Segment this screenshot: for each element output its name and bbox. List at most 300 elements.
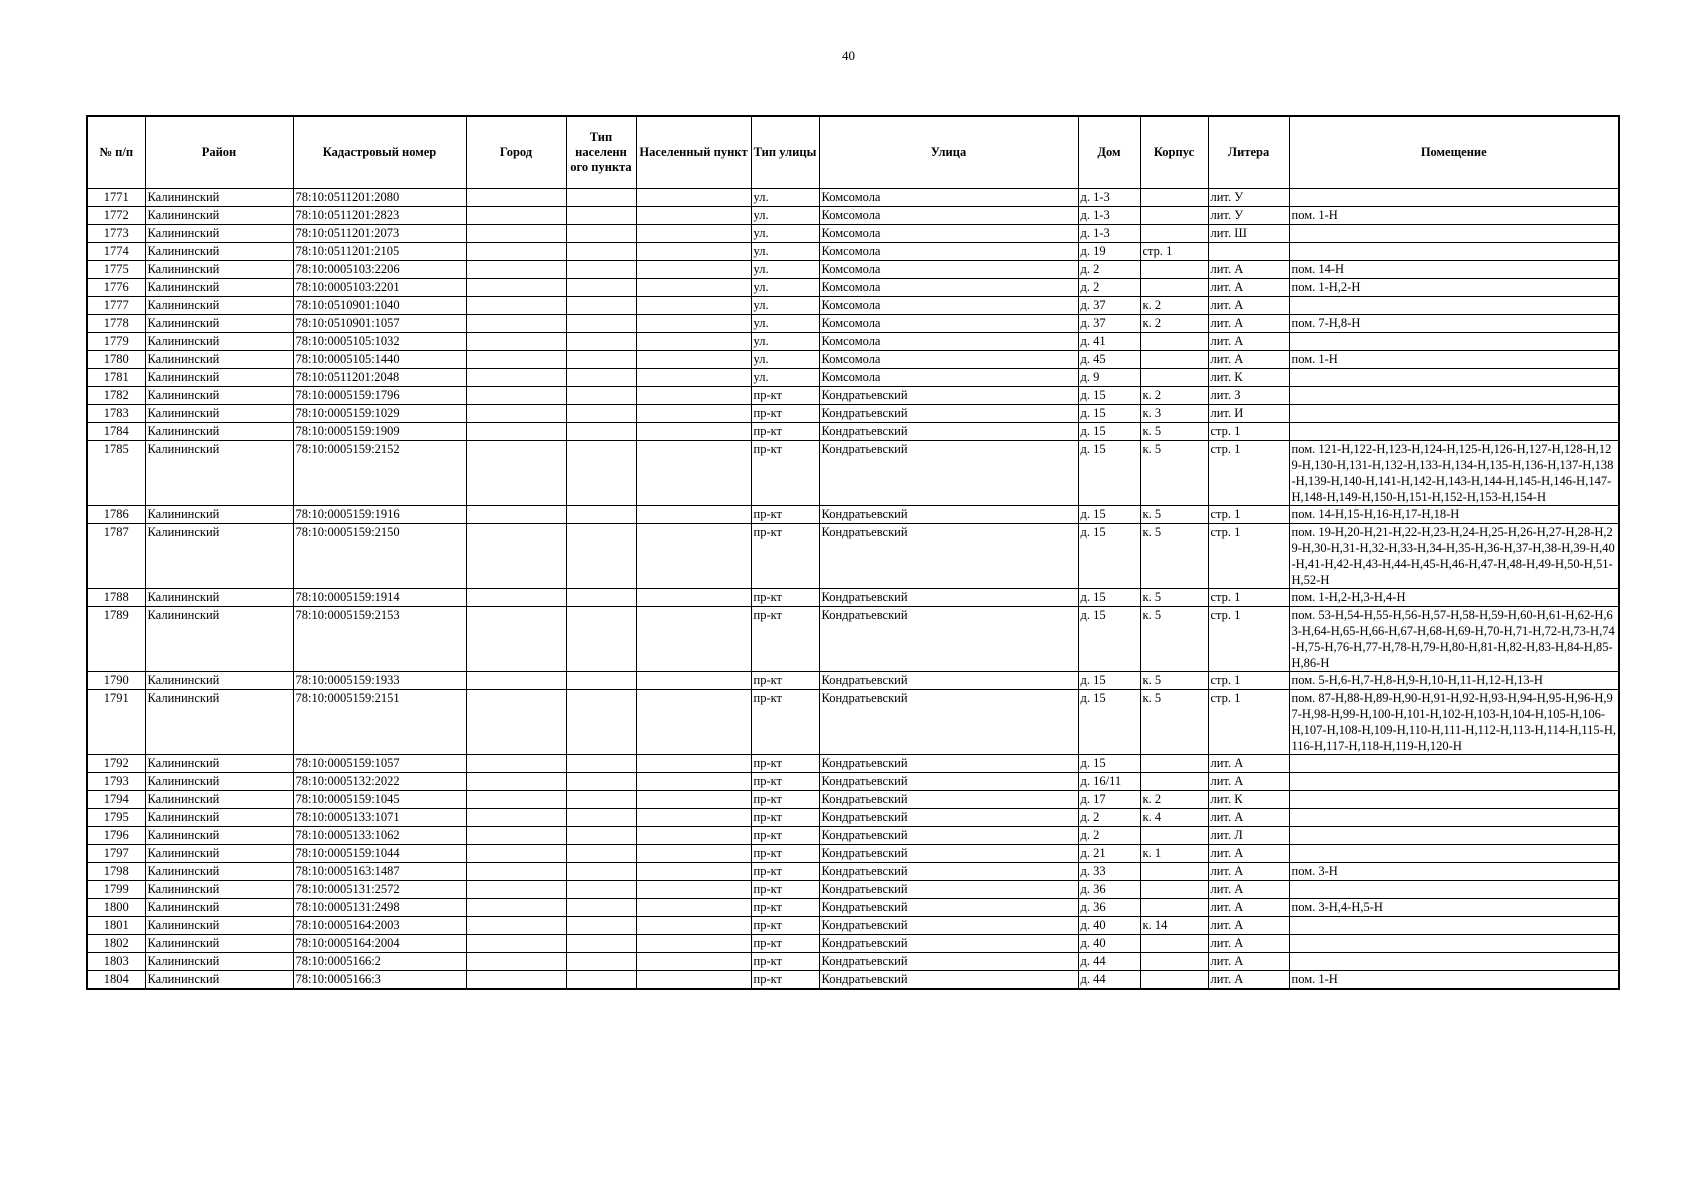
cell-building: к. 5 xyxy=(1140,607,1208,672)
cell-city xyxy=(466,971,566,990)
cell-street-type: пр-кт xyxy=(751,441,819,506)
cell-street-type: ул. xyxy=(751,189,819,207)
cell-letter: стр. 1 xyxy=(1208,441,1289,506)
cell-district: Калининский xyxy=(145,953,293,971)
cell-letter: лит. И xyxy=(1208,405,1289,423)
cell-street-type: пр-кт xyxy=(751,791,819,809)
table-row xyxy=(87,243,1619,261)
cell-house: д. 1-3 xyxy=(1078,207,1140,225)
cell-premises xyxy=(1289,387,1619,405)
cell-cadastral-number: 78:10:0005105:1032 xyxy=(293,333,466,351)
cell-street-type: пр-кт xyxy=(751,917,819,935)
cell-settlement-type xyxy=(566,315,636,333)
cell-house: д. 1-3 xyxy=(1078,225,1140,243)
cell-cadastral-number: 78:10:0005159:1933 xyxy=(293,672,466,690)
cell-district: Калининский xyxy=(145,607,293,672)
cell-street: Комсомола xyxy=(819,189,1078,207)
cell-cadastral-number: 78:10:0005163:1487 xyxy=(293,863,466,881)
cell-city xyxy=(466,506,566,524)
cell-house: д. 15 xyxy=(1078,405,1140,423)
cell-number: 1773 xyxy=(87,225,145,243)
cell-street-type: пр-кт xyxy=(751,773,819,791)
cell-building xyxy=(1140,935,1208,953)
table-row xyxy=(87,387,1619,405)
cell-city xyxy=(466,935,566,953)
cell-street: Комсомола xyxy=(819,351,1078,369)
cell-house: д. 1-3 xyxy=(1078,189,1140,207)
cell-district: Калининский xyxy=(145,827,293,845)
cell-street: Кондратьевский xyxy=(819,690,1078,755)
cell-street-type: пр-кт xyxy=(751,971,819,990)
cell-letter: лит. А xyxy=(1208,917,1289,935)
cell-number: 1791 xyxy=(87,690,145,755)
cell-street: Комсомола xyxy=(819,261,1078,279)
cell-number: 1787 xyxy=(87,524,145,589)
header-number: № п/п xyxy=(87,116,145,189)
cell-building xyxy=(1140,755,1208,773)
cell-settlement-type xyxy=(566,243,636,261)
cell-street-type: пр-кт xyxy=(751,524,819,589)
cell-street: Комсомола xyxy=(819,279,1078,297)
cell-street-type: пр-кт xyxy=(751,607,819,672)
cell-letter: лит. А xyxy=(1208,953,1289,971)
cell-street: Комсомола xyxy=(819,297,1078,315)
cell-street-type: пр-кт xyxy=(751,953,819,971)
cell-building: к. 2 xyxy=(1140,315,1208,333)
cell-district: Калининский xyxy=(145,791,293,809)
cell-street-type: ул. xyxy=(751,243,819,261)
cell-street: Комсомола xyxy=(819,243,1078,261)
cell-street: Кондратьевский xyxy=(819,405,1078,423)
cell-letter: лит. К xyxy=(1208,369,1289,387)
cell-street-type: ул. xyxy=(751,369,819,387)
cell-street-type: пр-кт xyxy=(751,755,819,773)
table-row xyxy=(87,333,1619,351)
cell-number: 1784 xyxy=(87,423,145,441)
cell-street: Кондратьевский xyxy=(819,755,1078,773)
cell-street: Комсомола xyxy=(819,315,1078,333)
cell-house: д. 17 xyxy=(1078,791,1140,809)
cell-district: Калининский xyxy=(145,899,293,917)
header-street: Улица xyxy=(819,116,1078,189)
cell-cadastral-number: 78:10:0511201:2073 xyxy=(293,225,466,243)
cell-cadastral-number: 78:10:0005159:2151 xyxy=(293,690,466,755)
cell-settlement-type xyxy=(566,672,636,690)
cell-district: Калининский xyxy=(145,225,293,243)
cell-district: Калининский xyxy=(145,207,293,225)
cell-house: д. 40 xyxy=(1078,917,1140,935)
cell-house: д. 37 xyxy=(1078,315,1140,333)
cell-number: 1793 xyxy=(87,773,145,791)
cell-letter: стр. 1 xyxy=(1208,423,1289,441)
cell-street-type: пр-кт xyxy=(751,935,819,953)
cell-city xyxy=(466,369,566,387)
cell-house: д. 19 xyxy=(1078,243,1140,261)
cell-settlement-type xyxy=(566,225,636,243)
cell-district: Калининский xyxy=(145,369,293,387)
cell-letter: лит. Ш xyxy=(1208,225,1289,243)
cell-premises xyxy=(1289,369,1619,387)
cell-premises: пом. 1-Н xyxy=(1289,207,1619,225)
cell-district: Калининский xyxy=(145,863,293,881)
cell-settlement-type xyxy=(566,791,636,809)
cell-settlement xyxy=(636,935,751,953)
cell-letter: стр. 1 xyxy=(1208,506,1289,524)
cell-settlement xyxy=(636,773,751,791)
cell-settlement-type xyxy=(566,881,636,899)
cell-district: Калининский xyxy=(145,333,293,351)
cell-city xyxy=(466,809,566,827)
table-row xyxy=(87,351,1619,369)
cell-street-type: ул. xyxy=(751,225,819,243)
cell-settlement xyxy=(636,953,751,971)
cell-cadastral-number: 78:10:0005159:1045 xyxy=(293,791,466,809)
cell-premises xyxy=(1289,845,1619,863)
cell-district: Калининский xyxy=(145,297,293,315)
cell-house: д. 41 xyxy=(1078,333,1140,351)
cell-cadastral-number: 78:10:0005159:1029 xyxy=(293,405,466,423)
cell-city xyxy=(466,589,566,607)
cell-house: д. 2 xyxy=(1078,809,1140,827)
cell-number: 1771 xyxy=(87,189,145,207)
table-row xyxy=(87,971,1619,990)
cell-cadastral-number: 78:10:0511201:2105 xyxy=(293,243,466,261)
table-row xyxy=(87,423,1619,441)
page-number: 40 xyxy=(842,48,855,63)
cell-settlement-type xyxy=(566,845,636,863)
cell-building xyxy=(1140,189,1208,207)
cell-district: Калининский xyxy=(145,524,293,589)
table-row xyxy=(87,405,1619,423)
cell-number: 1789 xyxy=(87,607,145,672)
header-district: Район xyxy=(145,116,293,189)
cell-premises: пом. 53-Н,54-Н,55-Н,56-Н,57-Н,58-Н,59-Н,60-Н,61-Н,62-Н,63-Н,64-Н,65-Н,66-Н,67-Н,68-Н,69-Н,70-Н,71-Н,72-Н,73-Н,74-Н,75-Н,76-Н,77-Н,78-Н,79-Н,80-Н,81-Н,82-Н,83-Н,84-Н,85-Н,86-Н xyxy=(1289,607,1619,672)
cell-settlement-type xyxy=(566,971,636,990)
cell-city xyxy=(466,279,566,297)
cell-city xyxy=(466,387,566,405)
cell-settlement-type xyxy=(566,773,636,791)
cell-cadastral-number: 78:10:0005166:2 xyxy=(293,953,466,971)
cell-premises xyxy=(1289,189,1619,207)
cell-premises xyxy=(1289,881,1619,899)
cell-premises xyxy=(1289,333,1619,351)
cell-letter: лит. А xyxy=(1208,315,1289,333)
cell-district: Калининский xyxy=(145,935,293,953)
cell-street: Кондратьевский xyxy=(819,827,1078,845)
cell-house: д. 15 xyxy=(1078,672,1140,690)
cell-cadastral-number: 78:10:0005105:1440 xyxy=(293,351,466,369)
cell-number: 1776 xyxy=(87,279,145,297)
cell-letter: лит. А xyxy=(1208,899,1289,917)
cell-city xyxy=(466,917,566,935)
cell-city xyxy=(466,441,566,506)
cell-street: Кондратьевский xyxy=(819,441,1078,506)
cell-letter: лит. А xyxy=(1208,755,1289,773)
cell-city xyxy=(466,423,566,441)
cell-house: д. 37 xyxy=(1078,297,1140,315)
cell-cadastral-number: 78:10:0005164:2003 xyxy=(293,917,466,935)
cell-settlement xyxy=(636,207,751,225)
cell-cadastral-number: 78:10:0005159:1916 xyxy=(293,506,466,524)
header-premises: Помещение xyxy=(1289,116,1619,189)
table-row xyxy=(87,589,1619,607)
cell-settlement xyxy=(636,279,751,297)
cell-house: д. 15 xyxy=(1078,506,1140,524)
cell-cadastral-number: 78:10:0005159:1796 xyxy=(293,387,466,405)
header-building: Корпус xyxy=(1140,116,1208,189)
table-row xyxy=(87,506,1619,524)
cell-settlement-type xyxy=(566,279,636,297)
cell-building: к. 5 xyxy=(1140,441,1208,506)
cell-number: 1781 xyxy=(87,369,145,387)
cell-street-type: ул. xyxy=(751,297,819,315)
cell-street: Кондратьевский xyxy=(819,607,1078,672)
cell-premises xyxy=(1289,773,1619,791)
cell-street-type: пр-кт xyxy=(751,863,819,881)
table-row xyxy=(87,755,1619,773)
cell-cadastral-number: 78:10:0005159:1909 xyxy=(293,423,466,441)
cell-house: д. 15 xyxy=(1078,755,1140,773)
cell-letter: лит. А xyxy=(1208,261,1289,279)
cell-building xyxy=(1140,971,1208,990)
cell-letter: лит. У xyxy=(1208,207,1289,225)
cell-building xyxy=(1140,827,1208,845)
cell-building: к. 1 xyxy=(1140,845,1208,863)
cell-district: Калининский xyxy=(145,809,293,827)
table-row xyxy=(87,672,1619,690)
cell-settlement-type xyxy=(566,953,636,971)
cell-letter: стр. 1 xyxy=(1208,589,1289,607)
cell-house: д. 9 xyxy=(1078,369,1140,387)
cell-building: к. 5 xyxy=(1140,589,1208,607)
cell-street: Кондратьевский xyxy=(819,524,1078,589)
cell-city xyxy=(466,351,566,369)
cell-building xyxy=(1140,207,1208,225)
cell-district: Калининский xyxy=(145,441,293,506)
cell-street: Кондратьевский xyxy=(819,589,1078,607)
cell-street-type: пр-кт xyxy=(751,387,819,405)
cell-premises: пом. 121-Н,122-Н,123-Н,124-Н,125-Н,126-Н,127-Н,128-Н,129-Н,130-Н,131-Н,132-Н,133-Н,134-Н,135-Н,136-Н,137-Н,138-Н,139-Н,140-Н,141-Н,142-Н,143-Н,144-Н,145-Н,146-Н,147-Н,148-Н,149-Н,150-Н,151-Н,152-Н,153-Н,154-Н xyxy=(1289,441,1619,506)
cell-number: 1785 xyxy=(87,441,145,506)
cell-number: 1780 xyxy=(87,351,145,369)
cell-cadastral-number: 78:10:0005132:2022 xyxy=(293,773,466,791)
cell-building xyxy=(1140,279,1208,297)
cell-settlement-type xyxy=(566,207,636,225)
cell-district: Калининский xyxy=(145,971,293,990)
cell-premises xyxy=(1289,423,1619,441)
cell-house: д. 2 xyxy=(1078,827,1140,845)
cell-district: Калининский xyxy=(145,243,293,261)
cell-premises: пом. 3-Н xyxy=(1289,863,1619,881)
cell-premises: пом. 14-Н,15-Н,16-Н,17-Н,18-Н xyxy=(1289,506,1619,524)
cell-letter: лит. А xyxy=(1208,845,1289,863)
cell-district: Калининский xyxy=(145,845,293,863)
header-city: Город xyxy=(466,116,566,189)
cell-settlement-type xyxy=(566,387,636,405)
cell-cadastral-number: 78:10:0511201:2080 xyxy=(293,189,466,207)
cell-street-type: пр-кт xyxy=(751,881,819,899)
cell-settlement xyxy=(636,881,751,899)
table-row xyxy=(87,881,1619,899)
cell-city xyxy=(466,791,566,809)
cell-number: 1790 xyxy=(87,672,145,690)
header-settlement: Населенный пункт xyxy=(636,116,751,189)
cell-city xyxy=(466,953,566,971)
cell-settlement-type xyxy=(566,369,636,387)
cell-house: д. 15 xyxy=(1078,524,1140,589)
cell-district: Калининский xyxy=(145,773,293,791)
cell-letter: лит. А xyxy=(1208,809,1289,827)
cell-premises: пом. 14-Н xyxy=(1289,261,1619,279)
cell-street: Кондратьевский xyxy=(819,971,1078,990)
cell-city xyxy=(466,261,566,279)
cell-street: Кондратьевский xyxy=(819,863,1078,881)
cell-settlement-type xyxy=(566,405,636,423)
cell-district: Калининский xyxy=(145,423,293,441)
cell-number: 1783 xyxy=(87,405,145,423)
table-row xyxy=(87,690,1619,755)
cell-letter: стр. 1 xyxy=(1208,690,1289,755)
cell-street-type: пр-кт xyxy=(751,423,819,441)
cell-settlement xyxy=(636,607,751,672)
cell-settlement-type xyxy=(566,935,636,953)
cell-settlement-type xyxy=(566,917,636,935)
cell-cadastral-number: 78:10:0005131:2572 xyxy=(293,881,466,899)
cell-letter: лит. А xyxy=(1208,333,1289,351)
cell-letter: лит. А xyxy=(1208,971,1289,990)
cell-settlement xyxy=(636,524,751,589)
cell-street-type: ул. xyxy=(751,279,819,297)
cell-street: Кондратьевский xyxy=(819,672,1078,690)
cell-premises xyxy=(1289,791,1619,809)
cell-number: 1779 xyxy=(87,333,145,351)
cell-house: д. 15 xyxy=(1078,690,1140,755)
cell-letter: лит. Л xyxy=(1208,827,1289,845)
cell-street: Кондратьевский xyxy=(819,953,1078,971)
cell-settlement-type xyxy=(566,809,636,827)
cell-settlement xyxy=(636,589,751,607)
cell-district: Калининский xyxy=(145,405,293,423)
cell-street-type: ул. xyxy=(751,333,819,351)
cell-city xyxy=(466,297,566,315)
header-letter: Литера xyxy=(1208,116,1289,189)
cell-cadastral-number: 78:10:0005133:1071 xyxy=(293,809,466,827)
cell-settlement xyxy=(636,506,751,524)
table-row xyxy=(87,899,1619,917)
cell-city xyxy=(466,607,566,672)
cell-street-type: пр-кт xyxy=(751,899,819,917)
cell-street-type: ул. xyxy=(751,315,819,333)
cell-district: Калининский xyxy=(145,690,293,755)
cell-settlement xyxy=(636,917,751,935)
cell-building xyxy=(1140,333,1208,351)
cell-street: Кондратьевский xyxy=(819,423,1078,441)
cell-building xyxy=(1140,899,1208,917)
cell-district: Калининский xyxy=(145,881,293,899)
cell-premises: пом. 1-Н,2-Н xyxy=(1289,279,1619,297)
cell-number: 1801 xyxy=(87,917,145,935)
cell-premises: пом. 3-Н,4-Н,5-Н xyxy=(1289,899,1619,917)
cell-cadastral-number: 78:10:0005159:1914 xyxy=(293,589,466,607)
cell-number: 1800 xyxy=(87,899,145,917)
cell-building: стр. 1 xyxy=(1140,243,1208,261)
cell-settlement xyxy=(636,845,751,863)
cell-house: д. 45 xyxy=(1078,351,1140,369)
cell-settlement-type xyxy=(566,827,636,845)
cell-building: к. 4 xyxy=(1140,809,1208,827)
cell-premises: пом. 87-Н,88-Н,89-Н,90-Н,91-Н,92-Н,93-Н,94-Н,95-Н,96-Н,97-Н,98-Н,99-Н,100-Н,101-Н,102-Н,103-Н,104-Н,105-Н,106-Н,107-Н,108-Н,109-Н,110-Н,111-Н,112-Н,113-Н,114-Н,115-Н,116-Н,117-Н,118-Н,119-Н,120-Н xyxy=(1289,690,1619,755)
cell-cadastral-number: 78:10:0510901:1057 xyxy=(293,315,466,333)
table-row xyxy=(87,917,1619,935)
cell-city xyxy=(466,899,566,917)
cell-settlement xyxy=(636,297,751,315)
cell-street-type: ул. xyxy=(751,261,819,279)
cell-street: Комсомола xyxy=(819,333,1078,351)
cell-settlement-type xyxy=(566,899,636,917)
cell-street: Кондратьевский xyxy=(819,809,1078,827)
cell-settlement-type xyxy=(566,506,636,524)
table-row xyxy=(87,441,1619,506)
cell-settlement xyxy=(636,369,751,387)
cell-number: 1777 xyxy=(87,297,145,315)
cell-cadastral-number: 78:10:0005159:1057 xyxy=(293,755,466,773)
cell-district: Калининский xyxy=(145,589,293,607)
cell-district: Калининский xyxy=(145,755,293,773)
cell-district: Калининский xyxy=(145,261,293,279)
cell-settlement-type xyxy=(566,423,636,441)
cell-city xyxy=(466,845,566,863)
cell-premises xyxy=(1289,243,1619,261)
cell-street-type: ул. xyxy=(751,207,819,225)
cell-premises xyxy=(1289,297,1619,315)
cell-house: д. 2 xyxy=(1078,279,1140,297)
cell-settlement-type xyxy=(566,524,636,589)
cell-district: Калининский xyxy=(145,279,293,297)
cell-premises xyxy=(1289,827,1619,845)
cell-settlement xyxy=(636,225,751,243)
cell-settlement xyxy=(636,243,751,261)
table-row xyxy=(87,827,1619,845)
cell-settlement-type xyxy=(566,351,636,369)
cell-settlement xyxy=(636,351,751,369)
cell-house: д. 15 xyxy=(1078,423,1140,441)
cell-street: Кондратьевский xyxy=(819,387,1078,405)
table-row xyxy=(87,607,1619,672)
cell-number: 1782 xyxy=(87,387,145,405)
cell-house: д. 33 xyxy=(1078,863,1140,881)
cell-street: Кондратьевский xyxy=(819,881,1078,899)
table-row xyxy=(87,524,1619,589)
cell-house: д. 15 xyxy=(1078,441,1140,506)
cell-settlement xyxy=(636,899,751,917)
cell-letter: лит. А xyxy=(1208,935,1289,953)
cell-settlement xyxy=(636,755,751,773)
cell-street: Кондратьевский xyxy=(819,917,1078,935)
cell-number: 1803 xyxy=(87,953,145,971)
cell-number: 1786 xyxy=(87,506,145,524)
cell-house: д. 36 xyxy=(1078,881,1140,899)
cell-building: к. 5 xyxy=(1140,690,1208,755)
cell-settlement-type xyxy=(566,333,636,351)
cell-district: Калининский xyxy=(145,315,293,333)
table-row xyxy=(87,279,1619,297)
cell-premises xyxy=(1289,225,1619,243)
cell-premises: пом. 1-Н xyxy=(1289,971,1619,990)
cell-street: Кондратьевский xyxy=(819,935,1078,953)
cell-cadastral-number: 78:10:0005103:2201 xyxy=(293,279,466,297)
cell-cadastral-number: 78:10:0511201:2048 xyxy=(293,369,466,387)
cell-cadastral-number: 78:10:0005103:2206 xyxy=(293,261,466,279)
